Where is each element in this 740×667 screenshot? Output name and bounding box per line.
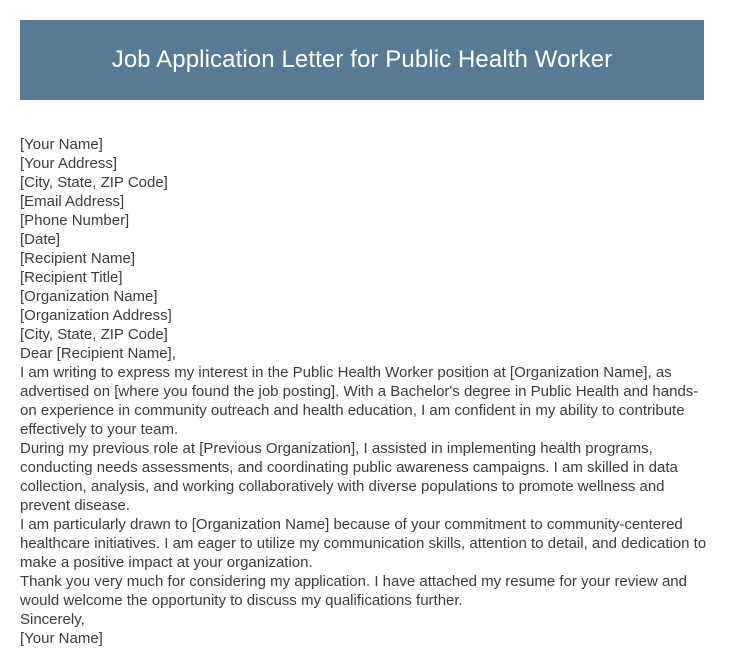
body-paragraph-1: I am writing to express my interest in the Public Health Worker position at [Organization Name], as advertised on [where you found the job posting]. With a Bachelor's degree in Public Health and hands-on experience in community outreach and health education, I am confident in my ability to contribute effectively to your team. <box>20 364 699 438</box>
sender-city-state-zip-line: [City, State, ZIP Code] <box>20 174 168 191</box>
body-paragraph-3: I am particularly drawn to [Organization Name] because of your commitment to community-centered healthcare initiatives. I am eager to utilize my communication skills, attention to detail, and dedication to make a positive impact at your organization. <box>20 516 707 571</box>
organization-address-line: [Organization Address] <box>20 307 172 324</box>
organization-city-state-zip-line: [City, State, ZIP Code] <box>20 326 168 343</box>
letter-body <box>20 135 710 648</box>
recipient-title-line: [Recipient Title] <box>20 269 123 286</box>
salutation-line: Dear [Recipient Name], <box>20 345 176 362</box>
body-paragraph-2: During my previous role at [Previous Organization], I assisted in implementing health programs, conducting needs assessments, and coordinating public awareness campaigns. I am skilled in data collection, analysis, and working collaboratively with diverse populations to promote wellness and prevent disease. <box>20 440 678 514</box>
closing-line: Sincerely, <box>20 611 85 628</box>
document-title: Job Application Letter for Public Health Worker <box>111 46 613 73</box>
sender-address-line: [Your Address] <box>20 155 118 172</box>
sender-email-line: [Email Address] <box>20 193 125 210</box>
document-header-banner <box>20 20 704 100</box>
recipient-address-block <box>20 249 710 344</box>
letter-date-line: [Date] <box>20 231 61 248</box>
recipient-name-line: [Recipient Name] <box>20 250 136 267</box>
organization-name-line: [Organization Name] <box>20 288 158 305</box>
sender-address-block <box>20 135 710 249</box>
signature-name-line: [Your Name] <box>20 630 103 647</box>
body-paragraph-4: Thank you very much for considering my application. I have attached my resume for your review and would welcome the opportunity to discuss my qualifications further. <box>20 573 687 609</box>
sender-phone-line: [Phone Number] <box>20 212 130 229</box>
sender-name-line: [Your Name] <box>20 136 103 153</box>
